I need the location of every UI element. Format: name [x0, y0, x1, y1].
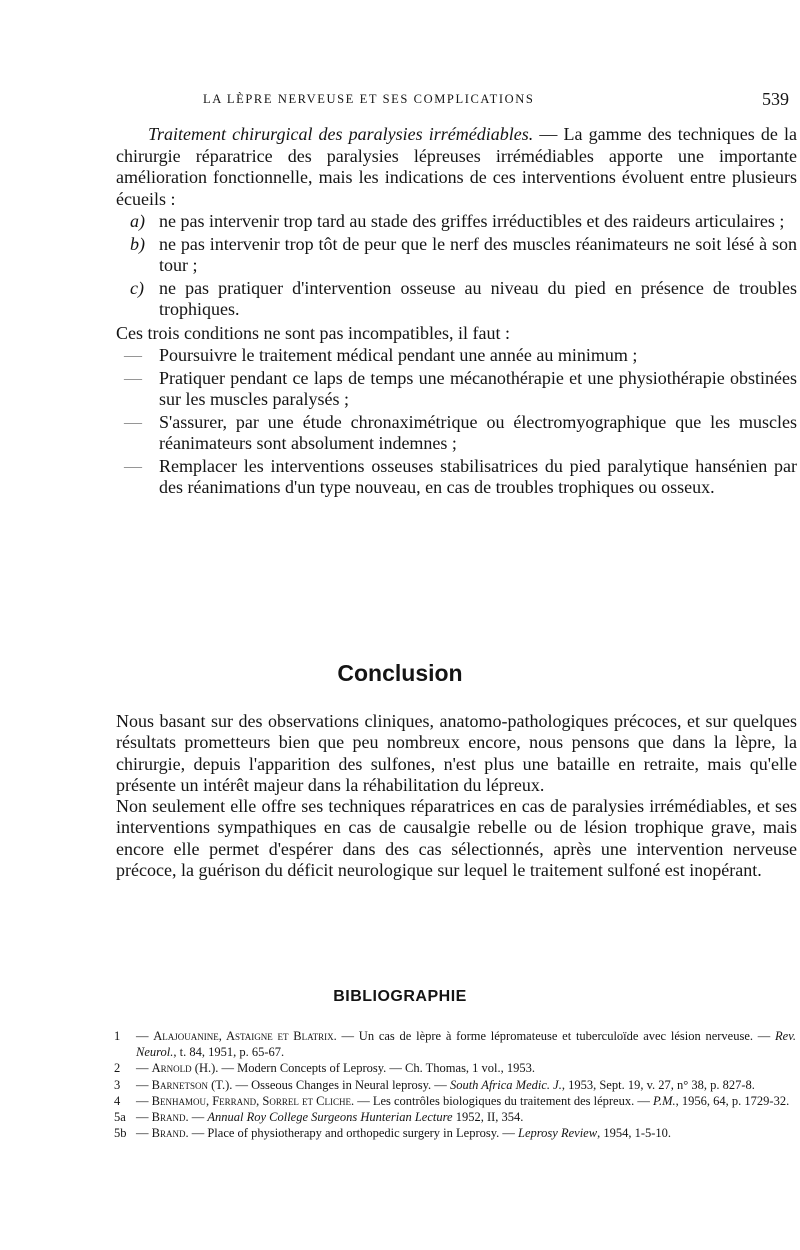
entry-authors: Arnold (H.).	[151, 1061, 219, 1076]
item-text: S'assurer, par une étude chronaximétrique ou électromyographique que les muscles réanimateurs sont absolument indemnes ;	[159, 411, 797, 453]
entry-tail: , 1956, 64, p. 1729-32.	[675, 1093, 790, 1108]
dash-item-3	[116, 412, 797, 455]
entry-tail: , t. 84, 1951, p. 65-67.	[173, 1045, 285, 1060]
entry-tail: 1952, II, 354.	[452, 1110, 524, 1125]
item-text: ne pas intervenir trop tôt de peur que le nerf des muscles réanimateurs ne soit lésé à son tour ;	[159, 233, 797, 275]
entry-number: 5a	[114, 1110, 126, 1125]
entry-tail: , 1954, 1-5-10.	[597, 1126, 672, 1141]
item-letter: c)	[130, 277, 144, 298]
conclusion-paragraph-2: Non seulement elle offre ses techniques réparatrices en cas de paralysies irrémédiables, et ses interventions sympathiques en cas de causalgie rebelle ou de lésion trophique grave, mais encore elle permet d'espérer dans des cas sélectionnés, après une intervention nerveuse précoce, la guérison du déficit neurologique sur lequel le traitement sulfoné est inopérant.	[116, 796, 797, 881]
dash-mark: —	[124, 455, 142, 476]
item-text: ne pas intervenir trop tard au stade des griffes irréductibles et des raideurs articulaires ;	[159, 211, 785, 231]
entry-authors: Brand.	[151, 1110, 189, 1125]
lead-text: — La gamme des techniques de la chirurgie réparatrice des paralysies lépreuses irrémédiables apporte une importante amélioration fonctionnelle, mais les indications de ces interventions évoluent entre plusieurs écueils :	[116, 124, 797, 209]
dash-item-1	[116, 345, 797, 367]
page-number: 539	[762, 89, 789, 109]
dash-item-2	[116, 368, 797, 411]
entry-number: 5b	[114, 1126, 127, 1141]
entry-authors: Alajouanine, Astaigne et Blatrix.	[153, 1029, 337, 1043]
bibliography-entry: 5a — Brand. — Annual Roy College Surgeons Hunterian Lecture 1952, II, 354.	[114, 1110, 524, 1125]
running-title: LA LÈPRE NERVEUSE ET SES COMPLICATIONS	[203, 92, 535, 106]
entry-number: 3	[114, 1077, 121, 1092]
entry-text: —	[188, 1110, 208, 1125]
list-item-a	[116, 211, 797, 233]
conclusion-heading: Conclusion	[337, 660, 463, 686]
entry-number: 2	[114, 1061, 121, 1076]
entry-text: — Un cas de lèpre à forme lépromateuse et tuberculoïde avec lésion nerveuse. —	[336, 1029, 776, 1043]
entry-source: Leprosy Review	[518, 1126, 598, 1141]
conclusion-section	[116, 711, 797, 881]
list-item-b	[116, 234, 797, 277]
entry-number: 4	[114, 1093, 121, 1108]
bibliography-entry: 3 — Barnetson (T.). — Osseous Changes in Neural leprosy. — South Africa Medic. J., 1953, Sept. 19, v. 27, n° 38, p. 827-8.	[114, 1077, 755, 1092]
item-letter: b)	[130, 233, 145, 254]
dash-item-4	[116, 456, 797, 499]
entry-text: — Osseous Changes in Neural leprosy. —	[232, 1077, 450, 1092]
entry-authors: Brand.	[151, 1126, 189, 1141]
lead-paragraph	[116, 124, 797, 210]
item-text: Pratiquer pendant ce laps de temps une mécanothérapie et une physiothérapie obstinées sur les muscles paralysés ;	[159, 367, 797, 409]
entry-tail: , 1953, Sept. 19, v. 27, n° 38, p. 827-8.	[561, 1077, 755, 1092]
dash-mark: —	[124, 411, 142, 432]
entry-authors: Benhamou, Ferrand, Sorrel et Cliche.	[151, 1093, 355, 1108]
bibliography-heading: BIBLIOGRAPHIE	[333, 988, 467, 1005]
entry-text: — Modern Concepts of Leprosy. — Ch. Thomas, 1 vol., 1953.	[218, 1061, 536, 1076]
bibliography-entry: 4 — Benhamou, Ferrand, Sorrel et Cliche. — Les contrôles biologiques du traitement des lépreux. — P.M., 1956, 64, p. 1729-32.	[114, 1093, 790, 1108]
entry-source: South Africa Medic. J.	[449, 1077, 562, 1092]
item-text: Remplacer les interventions osseuses stabilisatrices du pied paralytique hansénien par des réanimations d'un type nouveau, en cas de troubles trophiques ou osseux.	[159, 455, 797, 497]
item-letter: a)	[130, 211, 145, 231]
item-text: ne pas pratiquer d'intervention osseuse au niveau du pied en présence de troubles trophiques.	[159, 277, 797, 319]
entry-source: Annual Roy College Surgeons Hunterian Lecture	[207, 1110, 453, 1125]
entry-number: 1	[114, 1029, 121, 1043]
bibliography-entry: 2 — Arnold (H.). — Modern Concepts of Leprosy. — Ch. Thomas, 1 vol., 1953.	[114, 1061, 536, 1076]
entry-source: P.M.	[652, 1093, 676, 1108]
bibliography-entry: 5b — Brand. — Place of physiotherapy and orthopedic surgery in Leprosy. — Leprosy Review, 1954, 1-5-10.	[114, 1126, 672, 1141]
entry-source: Rev. Neurol.	[136, 1029, 796, 1060]
dash-mark: —	[124, 367, 142, 388]
dash-mark: —	[124, 345, 142, 365]
entry-text: — Place of physiotherapy and orthopedic surgery in Leprosy. —	[188, 1126, 519, 1141]
conditions-intro: Ces trois conditions ne sont pas incompatibles, il faut :	[116, 322, 510, 343]
lead-italic-heading: Traitement chirurgical des paralysies irrémédiables.	[148, 124, 534, 144]
item-text: Poursuivre le traitement médical pendant une année au minimum ;	[159, 345, 638, 365]
running-header	[115, 89, 800, 112]
entry-authors: Barnetson (T.).	[151, 1077, 233, 1092]
bibliography-entry: 1 — Alajouanine, Astaigne et Blatrix. — Un cas de lèpre à forme lépromateuse et tuberculoïde avec lésion nerveuse. — Rev. Neurol., t. 84, 1951, p. 65-67.	[114, 1029, 796, 1060]
list-item-c	[116, 278, 797, 321]
surgical-treatment-section	[116, 124, 797, 499]
conclusion-paragraph-1: Nous basant sur des observations cliniques, anatomo-pathologiques précoces, et sur quelques résultats prometteurs bien que peu nombreux encore, nous pensons que dans la lèpre, la chirurgie, depuis l'apparition des sulfones, n'est plus une bataille en retraite, mais qu'elle présente un intérêt majeur dans la réhabilitation du lépreux.	[116, 711, 797, 795]
bibliography-list	[116, 1028, 796, 1141]
entry-text: — Les contrôles biologiques du traitement des lépreux. —	[354, 1093, 653, 1108]
